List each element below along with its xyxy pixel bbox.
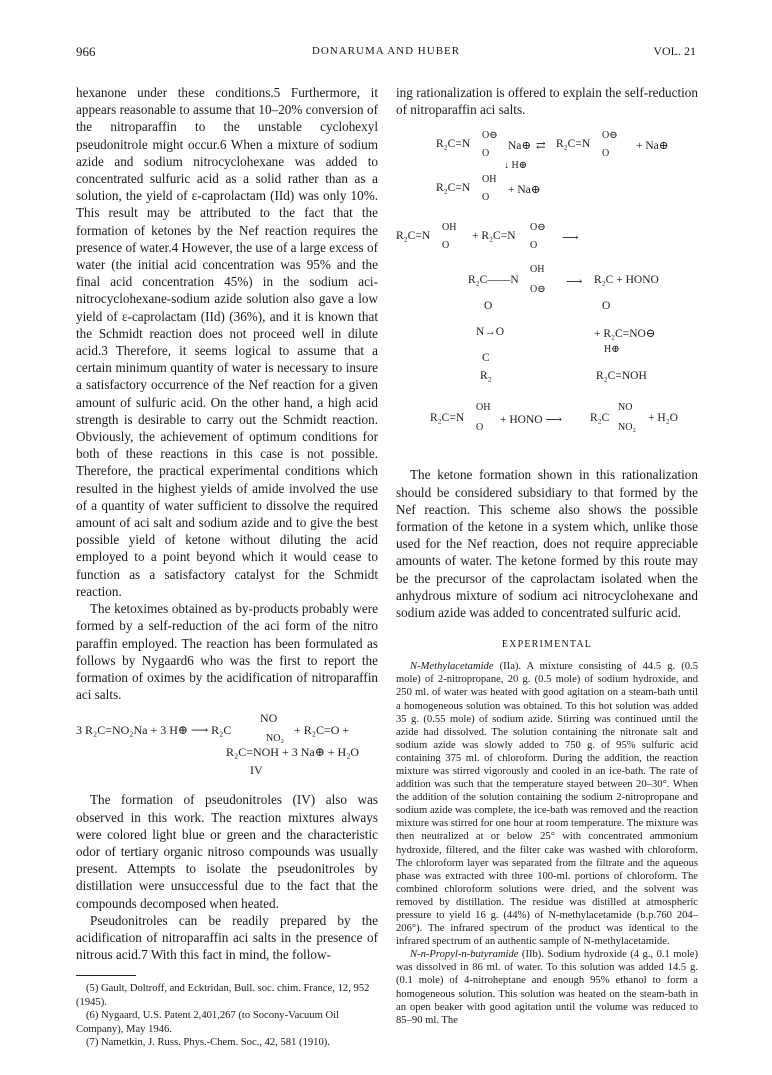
scheme-text: R₂C=N [556,138,591,151]
equation-text: NO [260,711,278,726]
scheme-arrow: ⟶ [566,276,583,289]
scheme-text: O⊖ [530,222,546,234]
footnote: (6) Nygaard, U.S. Patent 2,401,267 (to Socony-Vacuum Oil Company), May 1946. [76,1010,340,1035]
scheme-text: O [602,300,611,313]
scheme-text: O⊖ [482,130,498,142]
footnote: (7) Nametkin, J. Russ. Phys.-Chem. Soc., 42, 581 (1910). [86,1036,330,1048]
volume-label: VOL. 21 [653,44,696,58]
scheme-text: O [602,148,610,160]
paragraph: hexanone under these conditions.5 Furthermore, it appears reasonable to assume that 10–20% conversion of the nitroparaffin to the unstable cyclohexyl pseudonitrole might occur.6 When a mixture of sodium azide and sodium nitrocyclohexane was added to concentrated sulfuric acid as a solid rather than as a solution, the yield of ε-caprolactam (IId) was only 10%. This result may be attributed to the fact that the formation of ketones by the Nef reaction requires the presence of water.4 However, the use of a large excess of water (the initial acid concentration was 95% and the final acid concentration 45%) in the sodium aci-nitrocyclohexane-sodium azide solution also gave a low yield of ε-caprolactam (IId) (36%), and it is known that the Schmidt reaction does not proceed well in dilute acid.3 Therefore, it seems logical to assume that a certain minimum quantity of water is necessary to insure a satisfactory occurrence of the Nef reaction for a given amount of sulfuric acid. On the other hand, a high acid strength is desirable to carry out the Schmidt reaction. Obviously, the achievement of optimum conditions for both of these reactions in this case is not possible. Therefore, the practical experimental conditions which resulted in the highest yields of amide involved the use of a quantity of water sufficient to dissolve the required amount of aci salt and sodium azide and to give the best possible yield of ketone without diluting the acid employed to a point beyond which it would cease to function as a satisfactory catalyst for the Schmidt reaction. [76,85,378,599]
reaction-scheme [396,130,698,452]
scheme-text: R₂C——N [468,274,519,287]
equation-text: R₂C=NOH + 3 Na⊕ + H₂O [226,745,360,760]
section-heading: EXPERIMENTAL [501,639,593,651]
scheme-text: N→O [476,326,505,339]
scheme-text: Na⊕ [508,140,532,153]
scheme-text: + R₂C=NO⊖ [594,328,656,341]
scheme-text: O⊖ [530,284,546,296]
scheme-text: R₂C=N [436,138,471,151]
equation-text: + R₂C=O + [294,723,350,738]
scheme-text: R₂C=NOH [596,370,647,383]
page-number: 966 [76,44,96,59]
footnote-rule [76,975,136,976]
footnote: (5) Gault, Doltroff, and Ecktridan, Bull. soc. chim. France, 12, 952 (1945). [76,983,370,1008]
scheme-arrow: H⊕ [604,344,620,356]
scheme-text: O [482,148,490,160]
paragraph: The ketone formation shown in this rationalization should be considered subsidiary to that formed by the Nef reaction. This scheme also shows the possible formation of the ketone in a system which, unlike those used for the Nef reaction, does not require appreciable amounts of water. The ketone formed by this route may be the precursor of the caprolactam isolated when the anhydrous mixture of sodium aci nitrocyclohexane and sodium azide was added to concentrated sulfuric acid. [396,467,698,621]
equation-text: 3 R₂C=NO₂Na + 3 H⊕ ⟶ R₂C [76,723,232,738]
scheme-text: R₂C=N [396,230,431,243]
scheme-text: NO [618,402,633,414]
running-title: DONARUMA AND HUBER [311,45,461,57]
left-column [76,84,378,1049]
right-column [396,84,698,1027]
scheme-text: ⇄ [536,140,546,153]
paragraph: The ketoximes obtained as by-products probably were formed by a self-reduction of the aci form of the nitro paraffin employed. The reaction has been formulated as follows by Nygaard6 who was the first to report the formation of oximes by the acidification of nitroparaffin aci salts. [76,601,378,703]
scheme-text: R₂C=N [436,182,471,195]
scheme-text: R₂C [590,412,610,425]
experimental-paragraph [396,948,698,1027]
paragraph: Pseudonitroles can be readily prepared by the acidification of nitroparaffin aci salts in the presence of nitrous acid.7 With this fact in mind, the follow- [76,912,378,963]
compound-name: N-Methylacetamide [410,661,494,673]
scheme-text: R₂ [480,370,492,383]
scheme-arrow: ↓ H⊕ [504,160,528,172]
scheme-text: OH [476,402,491,414]
experimental-text: (IIa). A mixture consisting of 44.5 g. (0.5 mole) of 2-nitropropane, 20 g. (0.5 mole) of sodium hydroxide, and 250 ml. of water was heated with good agitation on a steam-bath until a homogeneous solution was obtained. To this hot solution was added 35 g. (0.55 mole) of sodium azide. Stirring was continued until the azide had dissolved. The solution containing the nitronate salt and sodium azide was slowly added to 750 g. of 95% sulfuric acid containing 375 ml. of chloroform. During the addition, the reaction mixture was stirred vigorously and cooled in an ice-bath. The rate of addition was such that the temperature stayed between 20–30°. When the addition of the solution containing the sodium 2-nitropropane and sodium azide was complete, the ice-bath was removed and the reaction mixture was stirred for one hour at room temperature. The mixture was then neutralized at or below 25° with concentrated ammonium hydroxide, filtered, and the filter cake was washed with chloroform. The chloroform layer was separated from the filtrate and the aqueous phase was extracted with three 100-ml. portions of chloroform. The combined chloroform solutions were dried, and the solvent was removed by distillation. The residue was distilled at atmospheric pressure to yield 16 g. (44%) of N-methylacetamide (b.p.760 204–206°). The infrared spectrum of the product was identical to the infrared spectrum of an authentic sample of N-methylacetamide. [396,661,698,948]
scheme-text: + H₂O [648,412,678,425]
scheme-text: O⊖ [602,130,618,142]
scheme-text: R₂C=N [430,412,465,425]
equation-text: NO₂ [266,733,284,745]
scheme-text: O [530,240,538,252]
experimental-paragraph [396,660,698,948]
paragraph: ing rationalization is offered to explain the self-reduction of nitroparaffin aci salts. [396,85,698,118]
running-header [76,44,696,64]
scheme-text: + Na⊕ [508,184,541,197]
scheme-text: + HONO ⟶ [500,414,562,427]
scheme-text: OH [530,264,545,276]
scheme-text: + Na⊕ [636,140,669,153]
scheme-text: OH [442,222,457,234]
scheme-arrow: ⟶ [562,232,579,245]
scheme-text: OH [482,174,497,186]
scheme-text: O [484,300,493,313]
compound-name: N-n-Propyl-n-butyramide [410,949,519,961]
scheme-text: O [482,192,490,204]
experimental-text: (IIb). Sodium hydroxide (4 g., 0.1 mole) was dissolved in 86 ml. of water. To this solution was added 14.5 g. (0.1 mole) of 4-nitroheptane and enough 95% ethanol to form a homogeneous solution. This solution was heated on the steam-bath in an open beaker with good agitation until the volume was reduced to 85–90 ml. The [396,949,698,1026]
paragraph: The formation of pseudonitroles (IV) also was observed in this work. The reaction mixtures always were colored light blue or green and the characteristic odor of tertiary organic nitroso compounds was usually present. Attempts to isolate the pseudonitroles by distillation were unsuccessful due to the fact that the compounds decomposed when heated. [76,792,378,911]
scheme-text: C [482,352,490,365]
scheme-text: O [442,240,450,252]
self-reduction-equation [76,711,378,781]
scheme-text: R₂C + HONO [594,274,659,287]
equation-label: IV [250,763,263,778]
scheme-text: O [476,422,484,434]
scheme-text: NO₂ [618,422,636,434]
scheme-text: + R₂C=N [472,230,516,243]
